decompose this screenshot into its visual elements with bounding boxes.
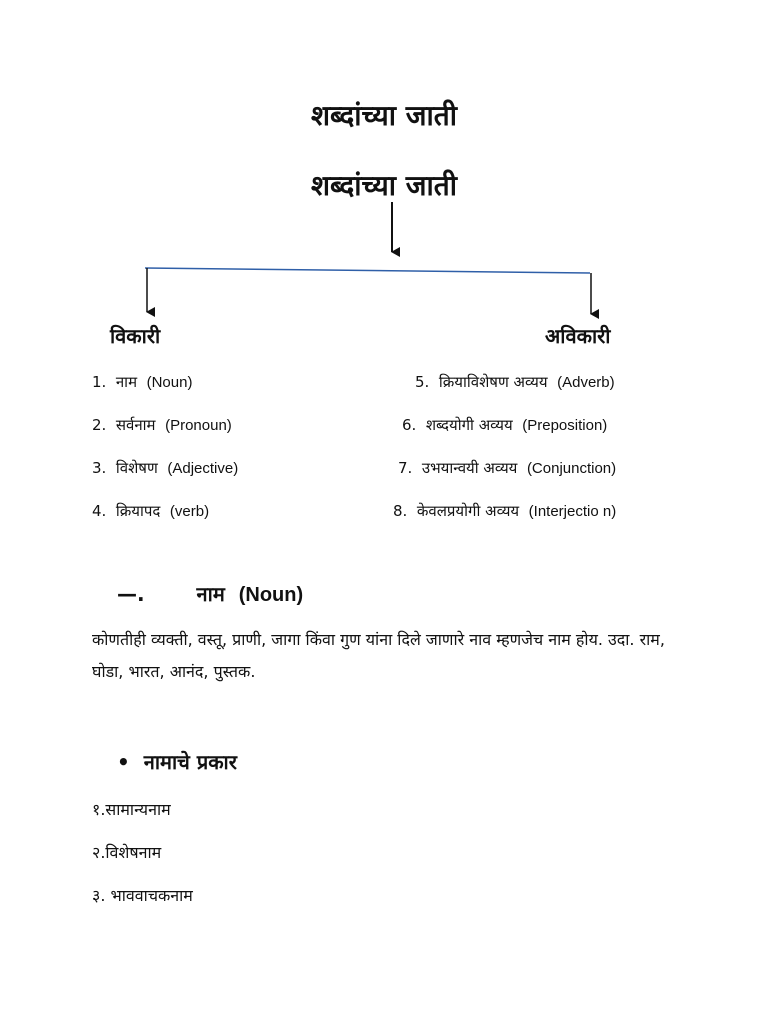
diagram-root-label: शब्दांच्या जाती [310,169,458,202]
noun-types-heading: • नामाचे प्रकार [117,750,237,774]
list-item: 5. क्रियाविशेषण अव्यय (Adverb) [415,373,615,391]
classification-tree [0,0,768,330]
section-title-en: (Noun) [238,584,304,606]
list-item: ३. भाववाचकनाम [92,886,193,905]
page-title: शब्दांच्या जाती [310,99,458,132]
section-title-mr: नाम [196,582,225,606]
list-item: 1. नाम (Noun) [92,373,193,391]
list-item: 3. विशेषण (Adjective) [92,459,239,477]
list-item: 8. केवलप्रयोगी अव्यय (Interjectio n) [393,502,617,520]
list-item: 2. सर्वनाम (Pronoun) [92,416,232,434]
list-item: 4. क्रियापद (verb) [92,502,210,520]
list-item: 7. उभयान्वयी अव्यय (Conjunction) [398,459,617,477]
noun-section-heading [117,580,303,607]
right-branch-label: अविकारी [545,324,611,348]
list-item: 6. शब्दयोगी अव्यय (Preposition) [402,416,608,434]
branch-connector-line [145,268,590,273]
left-branch-label: विकारी [110,324,161,348]
bullet-icon: • [117,750,130,774]
noun-definition: कोणतीही व्यक्ती, वस्तू, प्राणी, जागा किंवा गुण यांना दिले जाणारे नाव म्हणजेच नाम होय. उदा. राम, घोडा, भारत, आनंद, पुस्तक. [92,630,665,681]
section-marker: —. [117,582,145,606]
list-item: २.विशेषनाम [92,843,162,862]
list-item: १.सामान्यनाम [92,800,171,819]
